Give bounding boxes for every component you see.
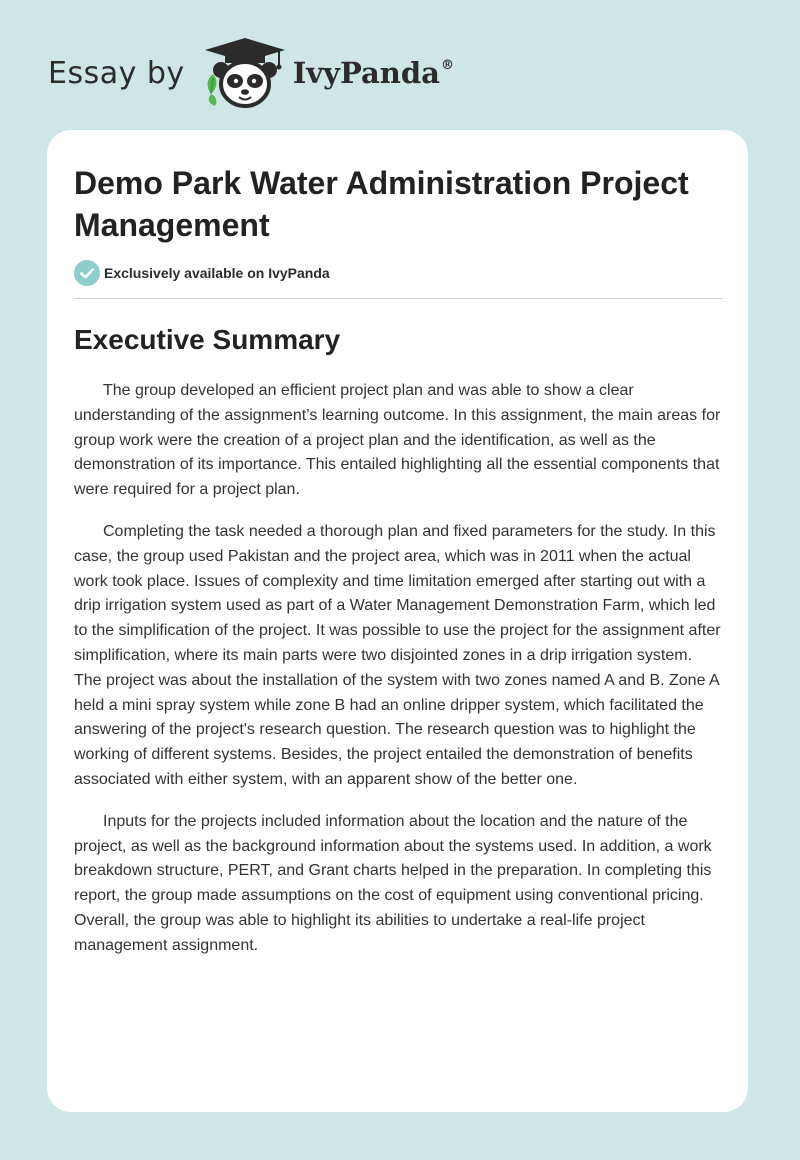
section-title: Executive Summary bbox=[74, 324, 341, 355]
brand-header[interactable] bbox=[48, 36, 454, 110]
essay-by-label: Essay by bbox=[48, 55, 185, 91]
exclusive-badge bbox=[74, 260, 723, 286]
page-title: Demo Park Water Administration Project Management bbox=[74, 165, 689, 243]
panda-logo-icon bbox=[199, 36, 291, 110]
brand-name-text: IvyPanda bbox=[292, 56, 440, 90]
divider bbox=[74, 298, 723, 299]
exclusive-label: Exclusively available on IvyPanda bbox=[104, 265, 330, 281]
essay-card bbox=[47, 130, 748, 1112]
paragraph-3: Inputs for the projects included information about the location and the nature of the project, as well as the background information about the systems used. In addition, a work breakdown structure, PERT, and Grant charts helped in the preparation. In completing this report, the group made assumptions on the cost of equipment using conventional pricing. Overall, the group was able to highlight its abilities to undertake a real-life project management assignment. bbox=[74, 812, 712, 954]
paragraph-1: The group developed an efficient project plan and was able to show a clear understanding of the assignment’s learning outcome. In this assignment, the main areas for group work were the creation of a project plan and the identification, as well as the demonstration of its importance. This entailed highlighting all the essential components that were required for a project plan. bbox=[74, 382, 721, 499]
ivypanda-wordmark bbox=[293, 56, 454, 90]
essay-content bbox=[74, 162, 723, 959]
paragraph-2: Completing the task needed a thorough plan and fixed parameters for the study. In this case, the group used Pakistan and the project area, which was in 2011 when the actual work took place. Issues of complexity and time limitation emerged after starting out with a drip irrigation system used as part of a Water Management Demonstration Farm, which led to the simplification of the project. It was possible to use the project for the assignment after simplification, where its main parts were two disjointed zones in a drip irrigation system. The project was about the installation of the system with two zones named A and B. Zone A held a mini spray system while zone B had an online dripper system, which facilitated the answering of the project's research question. The research question was to highlight the working of different systems. Besides, the project entailed the demonstration of benefits associated with either system, with an apparent show of the better one. bbox=[74, 522, 721, 788]
registered-mark: ® bbox=[440, 58, 454, 73]
check-circle-icon bbox=[74, 260, 100, 286]
